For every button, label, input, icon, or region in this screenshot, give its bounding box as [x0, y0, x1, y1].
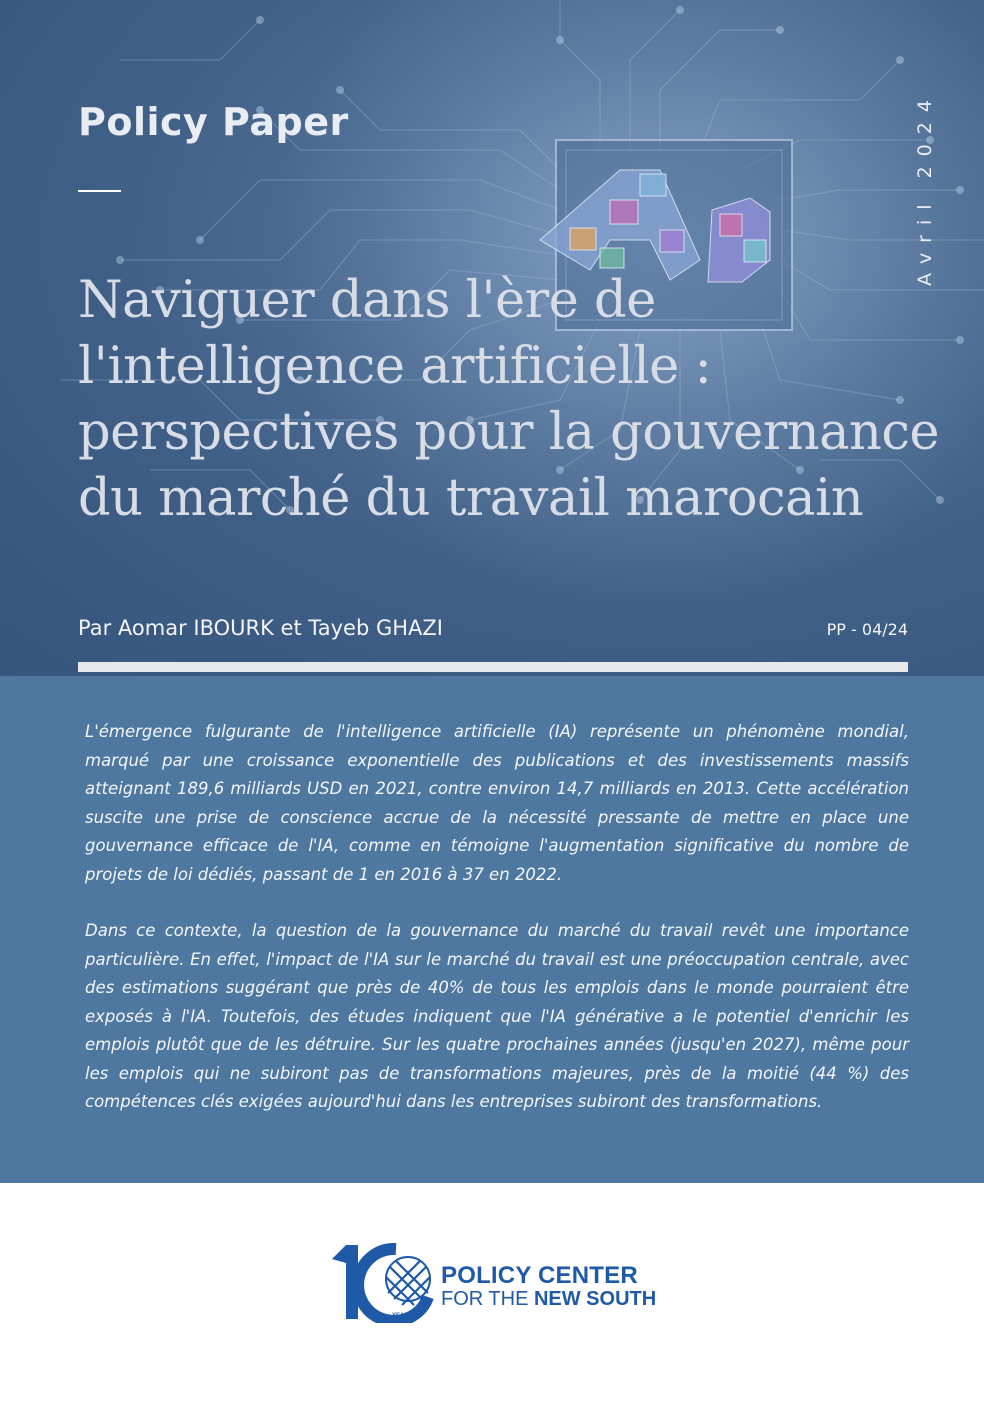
title-line: Naviguer dans l'ère de: [78, 271, 656, 330]
publication-date-text: Avril 2024: [914, 90, 936, 286]
ten-years-emblem: [330, 1233, 440, 1323]
title-line: perspectives pour la gouvernance: [78, 403, 940, 462]
org-name-prefix: FOR THE: [441, 1288, 534, 1310]
cover-hero: [0, 0, 984, 676]
abstract-panel: [0, 676, 984, 1183]
title-line: l'intelligence artificielle :: [78, 337, 712, 396]
document-series-label: Policy Paper: [78, 100, 349, 144]
title-line: du marché du travail marocain: [78, 469, 864, 528]
org-name-emphasis: NEW SOUTH: [533, 1288, 657, 1310]
policy-center-logo: [330, 1233, 660, 1323]
paper-reference: PP - 04/24: [826, 620, 908, 639]
header-divider: [78, 662, 908, 672]
abstract-paragraph: Dans ce contexte, la question de la gouvernance du marché du travail revêt une importance particulière. En effet, l'impact de l'IA sur le marché du travail est une préoccupation centrale, avec des estimations suggérant que près de 40% de tous les emplois dans le monde pourraient être exposés à l'IA. Toutefois, des études indiquent que l'IA générative a le potentiel d'enrichir les emplois plutôt que de les détruire. Sur les quatre prochaines années (jusqu'en 2027), même pour les emplois qui ne subiront pas de transformations majeures, près de la moitié (44 %) des compétences clés exigées aujourd'hui dans les entreprises subiront des transformations.: [85, 921, 909, 1111]
title-rule: [78, 190, 121, 192]
abstract-paragraph: L'émergence fulgurante de l'intelligence artificielle (IA) représente un phénomène mondial, marqué par une croissance exponentielle des publications et des investissements massifs atteignant 189,6 milliards USD en 2021, contre environ 14,7 milliards en 2013. Cette accélération suscite une prise de conscience accrue de la nécessité pressante de mettre en place une gouvernance efficace de l'IA, comme en témoigne l'augmentation significative du nombre de projets de loi dédiés, passant de 1 en 2016 à 37 en 2022.: [85, 722, 909, 884]
org-name-line1: POLICY CENTER: [441, 1262, 638, 1289]
authors: Par Aomar IBOURK et Tayeb GHAZI: [78, 616, 443, 640]
org-name-line2: [441, 1289, 656, 1309]
publication-date: [898, 88, 952, 288]
document-title: [78, 268, 978, 532]
anniversary-label: YEARS: [392, 1313, 413, 1319]
